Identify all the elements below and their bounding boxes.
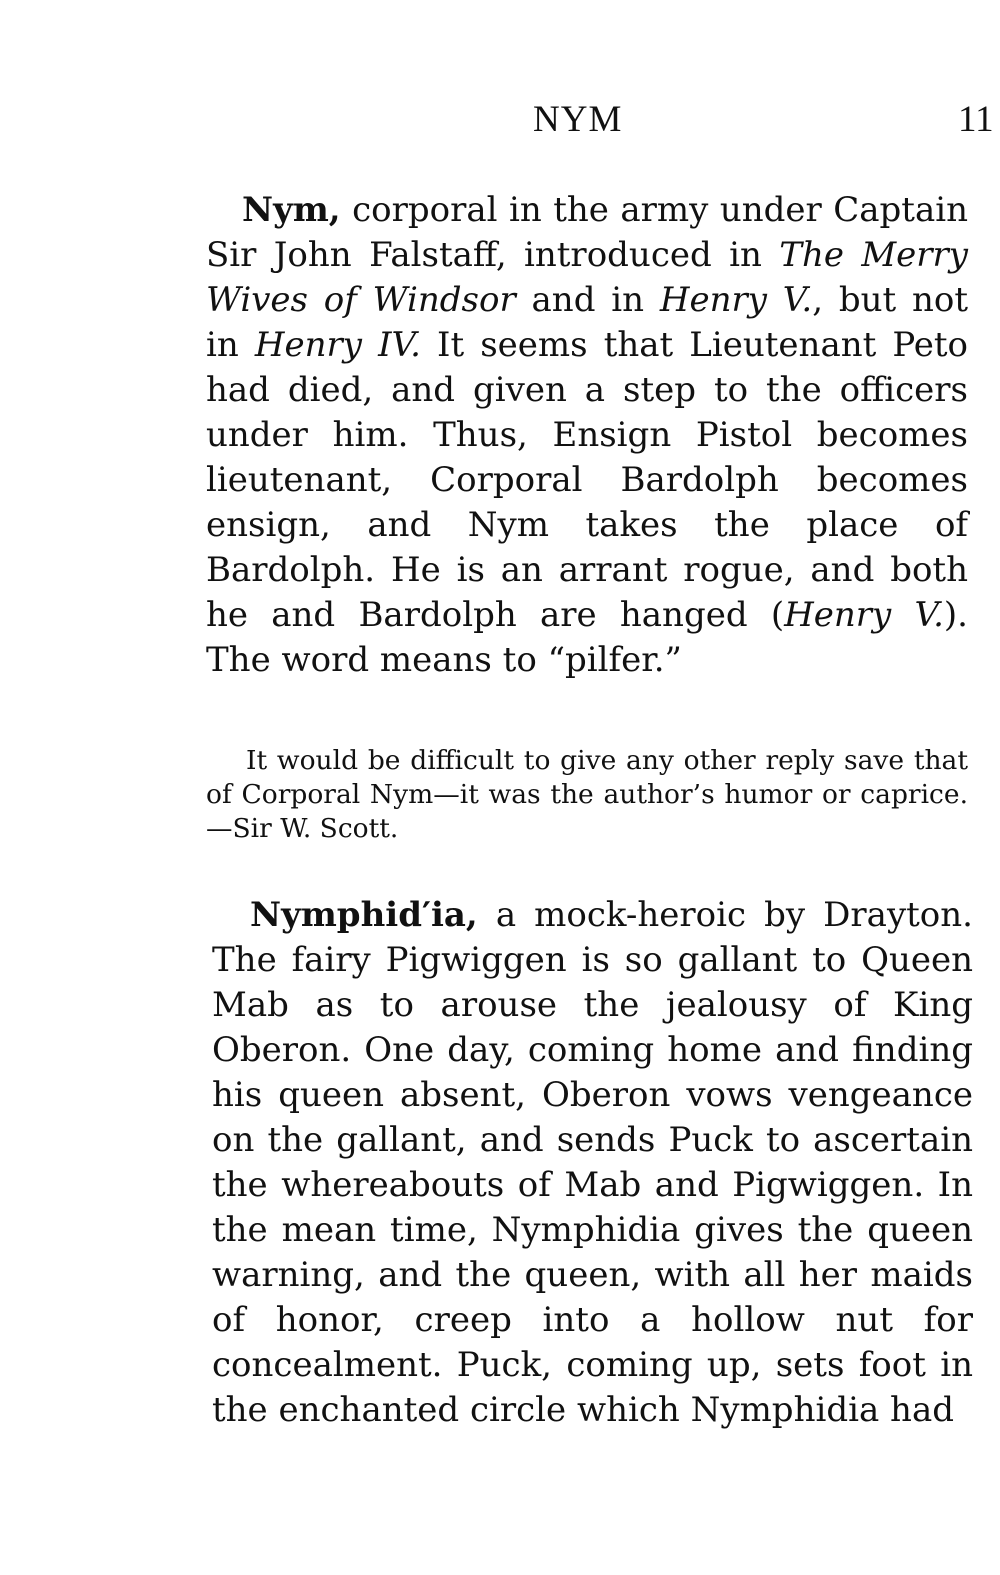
entry-nym-quotation: It would be difficult to give any other reply save that of Corporal Nym—it was the author’s humor or caprice.—Sir W. Scott.	[206, 745, 968, 844]
entry-nym-text-2: and in	[515, 280, 660, 320]
entry-nym-title-henry-iv: Henry IV.	[254, 325, 421, 365]
entry-nym-text-1: corporal in the army under Captain Sir John Falstaff, introduced in	[206, 190, 968, 275]
entry-nymphidia	[212, 893, 973, 1433]
running-head	[0, 98, 1000, 148]
entry-headword-nym: Nym,	[242, 190, 341, 230]
entry-nymphidia-text: a mock-heroic by Drayton. The fairy Pigwiggen is so gallant to Queen Mab as to arouse the jealousy of King Oberon. One day, coming home and finding his queen absent, Oberon vows vengeance on the gallant, and sends Puck to ascertain the whereabouts of Mab and Pigwiggen. In the mean time, Nymphidia gives the queen warning, and the queen, with all her maids of honor, creep into a hollow nut for concealment. Puck, coming up, sets foot in the enchanted circle which Nymphidia had	[212, 895, 973, 1430]
entry-nym-title-merry-wives: The Merry Wives of Windsor	[206, 235, 969, 320]
entry-nym-title-henry-v: Henry V.	[659, 280, 813, 320]
running-head-title: NYM	[533, 99, 623, 140]
entry-nym	[206, 188, 968, 683]
entry-nym-text-3: , but not in	[206, 280, 968, 365]
entry-headword-nymphidia: Nymphid′ia,	[250, 895, 478, 935]
entry-nym-title-henry-v-2: Henry V.	[784, 595, 944, 635]
page-number: 11	[958, 99, 994, 140]
entry-nym-text-5: ). The word means to “pilfer.”	[206, 595, 968, 680]
entry-nym-text-4: It seems that Lieutenant Peto had died, and given a step to the officers under him. Thus, Ensign Pistol becomes lieutenant, Corporal Bardolph becomes ensign, and Nym takes the place of Bardolph. He is an arrant rogue, and both he and Bardolph are hanged (	[206, 325, 968, 635]
